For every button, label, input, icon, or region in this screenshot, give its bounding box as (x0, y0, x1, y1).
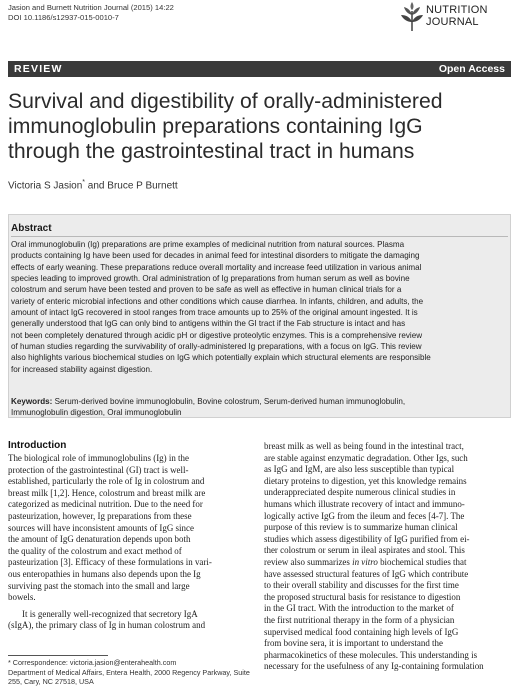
journal-name (426, 4, 488, 28)
body-column-left (8, 453, 252, 632)
body-line: the quality of the colostrum and exact method of (8, 545, 182, 556)
article-citation (8, 3, 174, 23)
body-line: breast milk [1,2]. Hence, colostrum and breast milk are (8, 487, 206, 498)
title-line: immunoglobulin preparations containing IgG (8, 115, 423, 138)
body-line: categorized as medicinal nutrition. Due to the need for (8, 499, 203, 510)
italic-term: in vitro (352, 556, 378, 567)
open-access-label: Open Access (438, 63, 505, 75)
abstract-line: amount of intact IgG recovered in stool ranges from trace amounts up to 25% of the original amount ingested. It is (11, 308, 418, 318)
title-line: through the gastrointestinal tract in humans (8, 140, 415, 163)
keywords-line (11, 396, 511, 407)
abstract-line: generally understood that IgG can only bind to antigens within the GI tract if the Fab structure is intact and has (11, 319, 406, 329)
abstract-line: of human studies regarding the survivability of orally-administered Ig preparations, with a focus on IgG. This review (11, 342, 422, 352)
abstract-line: Oral immunoglobulin (Ig) preparations are prime examples of medicinal nutrition from natural sources. Plasma (11, 240, 405, 249)
body-line: purpose of this review is to summarize human clinical (264, 522, 458, 533)
body-line: underappreciated despite numerous clinical studies in (264, 487, 456, 498)
abstract-text (11, 239, 511, 375)
abstract-line: for increased stability against digestion. (11, 364, 153, 374)
body-line: the first nutritional therapy in the form of a physician (264, 614, 455, 625)
title-line: Survival and digestibility of orally-administered (8, 90, 443, 113)
article-type-bar (8, 61, 511, 77)
abstract-line: variety of enteric microbial infections and other conditions which cause diarrhea. In infants, children, and adults, the (11, 296, 424, 306)
body-line: pasteurization, however, Ig preparations from these (8, 510, 192, 521)
keywords-line: Immunoglobulin digestion, Oral immunoglobulin (11, 408, 182, 418)
body-line: It is generally well-recognized that secretory IgA (22, 608, 198, 619)
body-column-right (264, 441, 513, 673)
body-line: surviving past the stomach into the small and large (8, 580, 190, 591)
body-line: the amount of IgG denaturation depends upon both (8, 534, 191, 545)
body-line: pharmacokinetics of these molecules. This understanding is (264, 649, 478, 660)
section-heading-introduction: Introduction (8, 440, 67, 451)
body-line: pasteurization [3]. Efficacy of these formulations in vari- (8, 557, 212, 568)
abstract-line: effects of early weaning. These preparations reduce overall mortality and increase feed utilization in various animal (11, 262, 422, 272)
abstract-divider (11, 236, 508, 237)
footnote-divider (8, 655, 108, 656)
abstract-line: also highlights various biochemical studies on IgG which potentially explain which structural elements are responsible (11, 353, 431, 363)
body-line: The biological role of immunoglobulins (Ig) in the (8, 453, 189, 463)
body-line: logically active IgG from the ileum and feces [4-7]. The (264, 510, 465, 521)
body-line: established, particularly the role of Ig in colostrum and (8, 476, 205, 487)
body-text: biochemical studies that (377, 556, 467, 567)
corresponding-author-mark: * (82, 179, 86, 186)
journal-name-line: NUTRITION (426, 4, 488, 16)
body-line: have assessed structural features of IgG which contribute (264, 568, 469, 579)
body-line: from bovine sera, it is important to understand the (264, 638, 443, 649)
footnote-line: Department of Medical Affairs, Entera Health, 2000 Regency Parkway, Suite (8, 667, 250, 677)
footnote-line: * Correspondence: victoria.jasion@enterahealth.com (8, 658, 177, 667)
article-type-label: REVIEW (14, 63, 63, 75)
body-line: necessary for the usefulness of any Ig-containing formulation (264, 661, 484, 672)
author-name: Victoria S Jasion (8, 180, 83, 192)
body-line: (sIgA), the primary class of Ig in human colostrum and (8, 620, 206, 631)
citation-line: Jasion and Burnett Nutrition Journal (2015) 14:22 (8, 3, 174, 12)
body-line (264, 557, 513, 569)
abstract-line: products containing Ig have been used for decades in animal feed for intestinal disorders to mitigate the damaging (11, 251, 420, 261)
keywords (11, 396, 511, 419)
author-list (8, 179, 178, 191)
author-name: and Bruce P Burnett (85, 180, 178, 192)
body-line: are stable against enzymatic degradation. Other Igs, such (264, 452, 468, 463)
footnote-line: 255, Cary, NC 27518, USA (8, 677, 94, 687)
abstract-line: not been completely denatured through acidic pH or digestive proteolytic enzymes. This is a comprehensive review (11, 330, 423, 340)
body-line: ther colostrum or serum in ileal aspirates and stool. This (264, 545, 465, 556)
doi-line: DOI 10.1186/s12937-015-0010-7 (8, 13, 119, 22)
body-line: breast milk as well as being found in the intestinal tract, (264, 441, 464, 451)
body-line: bowels. (8, 592, 36, 603)
keywords-label: Keywords: (11, 397, 53, 406)
body-line: humans which illustrate recovery of intact and immuno- (264, 498, 465, 509)
abstract-line: colostrum and serum have been tested and proven to be safe as well as effective in human clinical trials for a (11, 285, 402, 295)
body-line: ous enteropathies in humans also depends upon the Ig (8, 568, 201, 579)
article-title (8, 89, 513, 164)
body-line: protection of the gastrointestinal (GI) tract is well- (8, 464, 189, 475)
body-line: studies which assess digestibility of IgG purified from ei- (264, 533, 470, 544)
keywords-values: Serum-derived bovine immunoglobulin, Bovine colostrum, Serum-derived human immunoglobulin, (52, 397, 406, 406)
body-line: to their overall stability and discusses for the first time (264, 580, 459, 591)
correspondence-footnote (8, 658, 253, 687)
body-line: as IgG and IgM, are also less susceptible than typical (264, 464, 455, 475)
plant-icon (400, 2, 424, 32)
journal-name-line: JOURNAL (426, 16, 479, 28)
body-line: in the GI tract. With the introduction to the market of (264, 603, 454, 614)
journal-logo (400, 2, 515, 34)
abstract-line: species leading to improved growth. Oral administration of Ig preparations from human serum as well as bovine (11, 274, 410, 284)
body-line: the proposed structural basis for resistance to digestion (264, 591, 461, 602)
body-line: sources will have inconsistent amounts of IgG since (8, 522, 194, 533)
body-text: review also summarizes (264, 556, 353, 567)
body-line: dietary proteins to digestion, yet this knowledge remains (264, 475, 467, 486)
body-line: supervised medical food containing high levels of IgG (264, 626, 459, 637)
abstract-heading: Abstract (11, 223, 52, 234)
